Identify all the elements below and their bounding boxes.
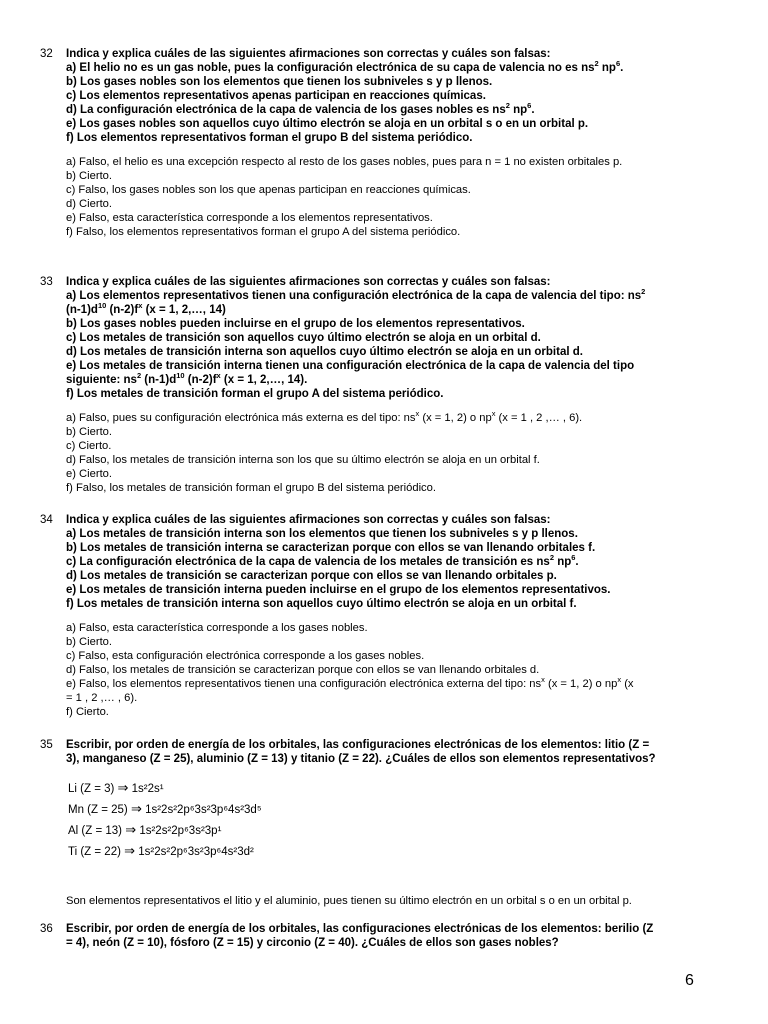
- answer-line: e) Falso, esta característica corresponde a los elementos representativos.: [66, 212, 433, 224]
- answers: [66, 155, 740, 239]
- question-number: 35: [40, 739, 53, 751]
- config-line: Al (Z = 13) ⇒ 1s²2s²2p⁶3s²3p¹: [68, 822, 222, 837]
- question-33: [40, 275, 740, 495]
- question-statement: [66, 275, 740, 401]
- statement-line: d) La configuración electrónica de la capa de valencia de los gases nobles es $ns^2$ $np^6$.: [66, 101, 535, 116]
- statement-line: c) Los elementos representativos apenas participan en reacciones químicas.: [66, 90, 486, 102]
- answer-line: a) Falso, pues su configuración electrónica más externa es del tipo: $ns^x$ (x = 1, 2) o $np^x$ (x = 1 , 2 ,… , 6).: [66, 409, 583, 424]
- statement-line: Indica y explica cuáles de las siguientes afirmaciones son correctas y cuáles son falsas:: [66, 48, 551, 60]
- statement-line: a) Los elementos representativos tienen una configuración electrónica de la capa de valencia del tipo: $ns^2$: [66, 287, 646, 302]
- statement-line: siguiente: $ns^2$ $(n-1)d^{10}$ $(n-2)f^x$ (x = 1, 2,…, 14).: [66, 371, 308, 386]
- statement-line: c) Los metales de transición son aquellos cuyo último electrón se aloja en un orbital d.: [66, 332, 541, 344]
- statement-line: b) Los gases nobles pueden incluirse en el grupo de los elementos representativos.: [66, 318, 525, 330]
- conclusion: Son elementos representativos el litio y el aluminio, pues tienen su último electrón en un orbital s o en un orbital p.: [66, 895, 632, 907]
- page-number: 6: [685, 972, 694, 989]
- statement-line: a) El helio no es un gas noble, pues la configuración electrónica de su capa de valencia no es $ns^2$ $np^6$.: [66, 59, 624, 74]
- question-32: [40, 47, 740, 239]
- statement-line: b) Los gases nobles son los elementos que tienen los subniveles s y p llenos.: [66, 76, 493, 88]
- statement-line: f) Los metales de transición interna son aquellos cuyo último electrón se aloja en un orbital f.: [66, 598, 577, 610]
- statement-line: b) Los metales de transición interna se caracterizan porque con ellos se van llenando orbitales f.: [66, 542, 596, 554]
- statement-line: 3), manganeso (Z = 25), aluminio (Z = 13) y titanio (Z = 22). ¿Cuáles de ellos son elementos representativos?: [66, 753, 656, 765]
- statement-line: e) Los gases nobles son aquellos cuyo último electrón se aloja en un orbital s o en un orbital p.: [66, 118, 589, 130]
- statement-line: = 4), neón (Z = 10), fósforo (Z = 15) y circonio (Z = 40). ¿Cuáles de ellos son gases nobles?: [66, 937, 559, 949]
- question-number: 36: [40, 923, 53, 935]
- answer-line: a) Falso, esta característica corresponde a los gases nobles.: [66, 622, 368, 634]
- statement-line: Escribir, por orden de energía de los orbitales, las configuraciones electrónicas de los elementos: berilio (Z: [66, 923, 654, 935]
- statement-line: d) Los metales de transición interna son aquellos cuyo último electrón se aloja en un orbital d.: [66, 346, 583, 358]
- answer-line: e) Cierto.: [66, 468, 113, 480]
- answer-line: d) Falso, los metales de transición interna son los que su último electrón se aloja en un orbital f.: [66, 454, 540, 466]
- statement-line: Indica y explica cuáles de las siguientes afirmaciones son correctas y cuáles son falsas:: [66, 514, 551, 526]
- statement-line: a) Los metales de transición interna son los elementos que tienen los subniveles s y p llenos.: [66, 528, 578, 540]
- statement-line: Indica y explica cuáles de las siguientes afirmaciones son correctas y cuáles son falsas:: [66, 276, 551, 288]
- config-line: Ti (Z = 22) ⇒ 1s²2s²2p⁶3s²3p⁶4s²3d²: [68, 843, 254, 858]
- answer-line: c) Cierto.: [66, 440, 112, 452]
- answer-line: d) Cierto.: [66, 198, 113, 210]
- question-statement: [66, 513, 740, 611]
- question-number: 32: [40, 48, 53, 60]
- question-number: 34: [40, 514, 53, 526]
- question-statement: [66, 738, 740, 766]
- answer-line: f) Cierto.: [66, 706, 109, 718]
- answer-line: b) Cierto.: [66, 636, 113, 648]
- statement-line: Escribir, por orden de energía de los orbitales, las configuraciones electrónicas de los elementos: litio (Z =: [66, 739, 650, 751]
- answer-line: d) Falso, los metales de transición se caracterizan porque con ellos se van llenando orbitales d.: [66, 664, 540, 676]
- statement-line: f) Los elementos representativos forman el grupo B del sistema periódico.: [66, 132, 473, 144]
- answer-line: f) Falso, los metales de transición forman el grupo B del sistema periódico.: [66, 482, 436, 494]
- statement-line: e) Los metales de transición interna tienen una configuración electrónica de la capa de valencia del tipo: [66, 360, 635, 372]
- answer-line: b) Cierto.: [66, 170, 113, 182]
- answers: [66, 621, 740, 719]
- statement-line: d) Los metales de transición se caracterizan porque con ellos se van llenando orbitales p.: [66, 570, 557, 582]
- question-35: [40, 738, 740, 908]
- question-36: [40, 922, 740, 950]
- statement-line: f) Los metales de transición forman el grupo A del sistema periódico.: [66, 388, 444, 400]
- question-statement: [66, 47, 740, 145]
- answer-line: b) Cierto.: [66, 426, 113, 438]
- answer-line: c) Falso, los gases nobles son los que apenas participan en reacciones químicas.: [66, 184, 471, 196]
- statement-line: e) Los metales de transición interna pueden incluirse en el grupo de los elementos representativos.: [66, 584, 611, 596]
- config-line: Li (Z = 3) ⇒ 1s²2s¹: [68, 780, 164, 795]
- statement-line: $(n-1)d^{10}$ $(n-2)f^x$ (x = 1, 2,…, 14): [66, 301, 226, 316]
- config-line: Mn (Z = 25) ⇒ 1s²2s²2p⁶3s²3p⁶4s²3d⁵: [68, 801, 262, 816]
- answer-line: f) Falso, los elementos representativos forman el grupo A del sistema periódico.: [66, 226, 461, 238]
- answers: [66, 411, 740, 495]
- answer-line: e) Falso, los elementos representativos tienen una configuración electrónica externa del tipo: $ns^x$ (x = 1, 2) o $np^x$ (x: [66, 675, 634, 690]
- answer-line: c) Falso, esta configuración electrónica corresponde a los gases nobles.: [66, 650, 425, 662]
- question-statement: [66, 922, 740, 950]
- question-34: [40, 513, 740, 719]
- answer-line: = 1 , 2 ,… , 6).: [66, 692, 138, 704]
- statement-line: c) La configuración electrónica de la capa de valencia de los metales de transición es $ns^2$ $np^6$.: [66, 553, 579, 568]
- answer-line: a) Falso, el helio es una excepción respecto al resto de los gases nobles, pues para n = 1 no existen orbitales p.: [66, 156, 623, 168]
- question-number: 33: [40, 276, 53, 288]
- electron-configurations: [68, 780, 740, 864]
